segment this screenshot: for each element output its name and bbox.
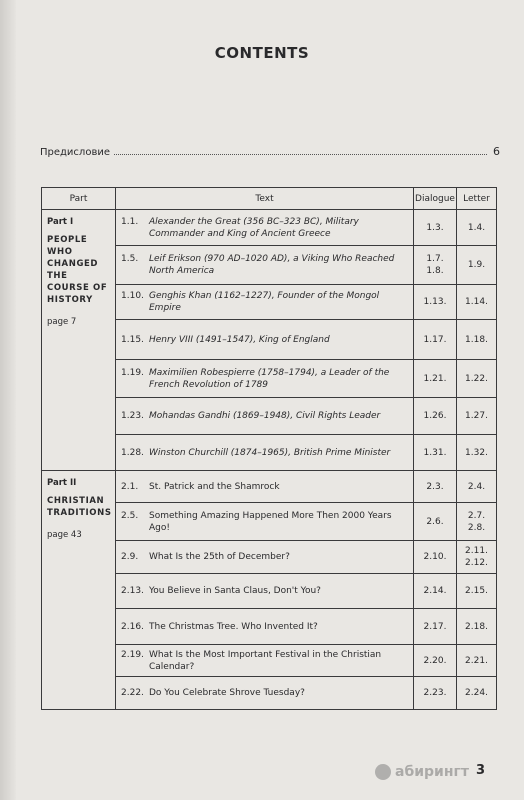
entry-dialogue-cell: 1.17. xyxy=(414,320,457,360)
watermark-logo xyxy=(375,764,469,780)
entry-letter-cell: 2.15. xyxy=(457,574,497,609)
entry-number: 2.19. xyxy=(121,649,144,660)
entry-title: What Is the Most Important Festival in the Christian Calendar? xyxy=(149,649,382,672)
part-cell xyxy=(42,210,116,471)
entry-number: 2.5. xyxy=(121,510,139,521)
entry-title: Leif Erikson (970 AD–1020 AD), a Viking Who Reached North America xyxy=(149,254,395,276)
part-name: Part I xyxy=(47,217,74,227)
part-heading: PEOPLE WHO CHANGED THE COURSE OF HISTORY xyxy=(47,235,108,305)
entry-title: Mohandas Gandhi (1869–1948), Civil Rights Leader xyxy=(149,411,381,421)
entry-dialogue-cell: 1.7. 1.8. xyxy=(414,246,457,285)
entry-title: What Is the 25th of December? xyxy=(149,552,290,562)
table-row[interactable] xyxy=(42,471,497,503)
contents-table xyxy=(41,187,497,710)
entry-letter-cell: 1.4. xyxy=(457,210,497,246)
entry-dialogue-cell: 2.20. xyxy=(414,645,457,677)
entry-text-cell xyxy=(116,503,414,541)
entry-dialogue-cell: 1.21. xyxy=(414,360,457,398)
entry-number: 1.10. xyxy=(121,291,144,301)
entry-text-cell xyxy=(116,541,414,574)
entry-dialogue-cell: 2.3. xyxy=(414,471,457,503)
preface-page: 6 xyxy=(493,145,500,158)
entry-letter-cell: 2.11. 2.12. xyxy=(457,541,497,574)
preface-entry[interactable] xyxy=(40,145,500,158)
entry-number: 2.1. xyxy=(121,481,139,492)
entry-title: Henry VIII (1491–1547), King of England xyxy=(149,334,330,345)
entry-dialogue-cell: 1.26. xyxy=(414,398,457,435)
entry-text-cell xyxy=(116,246,414,285)
part-page: page 7 xyxy=(47,317,77,327)
header-letter: Letter xyxy=(457,188,497,210)
entry-letter-cell: 2.7. 2.8. xyxy=(457,503,497,541)
entry-text-cell xyxy=(116,210,414,246)
entry-number: 1.1. xyxy=(121,216,139,227)
entry-letter-cell: 1.14. xyxy=(457,285,497,320)
entry-text-cell xyxy=(116,435,414,471)
page-edge xyxy=(0,0,16,800)
entry-text-cell xyxy=(116,398,414,435)
entry-dialogue-cell: 1.3. xyxy=(414,210,457,246)
entry-title: Do You Celebrate Shrove Tuesday? xyxy=(149,688,305,698)
page-title: CONTENTS xyxy=(214,44,310,62)
entry-title: The Christmas Tree. Who Invented It? xyxy=(149,621,318,632)
entry-number: 1.28. xyxy=(121,447,144,458)
entry-text-cell xyxy=(116,645,414,677)
entry-title: St. Patrick and the Shamrock xyxy=(149,481,280,492)
entry-dialogue-cell: 2.6. xyxy=(414,503,457,541)
entry-number: 2.22. xyxy=(121,688,144,698)
part-name: Part II xyxy=(47,478,77,488)
preface-label: Предисловие xyxy=(40,147,110,158)
part-heading: CHRISTIAN TRADITIONS xyxy=(47,496,112,518)
entry-letter-cell: 2.24. xyxy=(457,677,497,710)
page-number: 3 xyxy=(476,763,486,778)
entry-letter-cell: 2.18. xyxy=(457,609,497,645)
table-row[interactable] xyxy=(42,210,497,246)
entry-dialogue-cell: 2.23. xyxy=(414,677,457,710)
entry-text-cell xyxy=(116,471,414,503)
entry-title: Something Amazing Happened More Then 2000 Years Ago! xyxy=(149,510,392,533)
labirint-logo-icon xyxy=(375,764,391,780)
header-row xyxy=(42,188,497,210)
entry-title: Genghis Khan (1162–1227), Founder of the Mongol Empire xyxy=(149,291,380,313)
entry-number: 1.19. xyxy=(121,367,144,378)
entry-dialogue-cell: 2.10. xyxy=(414,541,457,574)
entry-title: Maximilien Robespierre (1758–1794), a Leader of the French Revolution of 1789 xyxy=(149,367,390,390)
part-cell xyxy=(42,471,116,710)
entry-letter-cell: 1.22. xyxy=(457,360,497,398)
entry-text-cell xyxy=(116,677,414,710)
entry-number: 2.9. xyxy=(121,552,139,562)
entry-number: 1.15. xyxy=(121,334,144,345)
entry-letter-cell: 1.18. xyxy=(457,320,497,360)
entry-number: 2.13. xyxy=(121,586,144,596)
entry-letter-cell: 1.9. xyxy=(457,246,497,285)
entry-dialogue-cell: 1.13. xyxy=(414,285,457,320)
entry-letter-cell: 1.32. xyxy=(457,435,497,471)
entry-dialogue-cell: 1.31. xyxy=(414,435,457,471)
entry-text-cell xyxy=(116,285,414,320)
entry-text-cell xyxy=(116,609,414,645)
entry-letter-cell: 1.27. xyxy=(457,398,497,435)
header-dialogue: Dialogue xyxy=(414,188,457,210)
entry-letter-cell: 2.4. xyxy=(457,471,497,503)
entry-title: Alexander the Great (356 BC–323 BC), Military Commander and King of Ancient Greece xyxy=(149,216,359,239)
entry-text-cell xyxy=(116,360,414,398)
entry-letter-cell: 2.21. xyxy=(457,645,497,677)
entry-number: 1.5. xyxy=(121,254,139,264)
entry-title: You Believe in Santa Claus, Don't You? xyxy=(149,586,321,596)
dot-leader xyxy=(114,154,487,155)
entry-title: Winston Churchill (1874–1965), British Prime Minister xyxy=(149,447,391,458)
watermark-text: абирингт xyxy=(395,764,469,780)
entry-number: 2.16. xyxy=(121,621,144,632)
entry-dialogue-cell: 2.14. xyxy=(414,574,457,609)
entry-number: 1.23. xyxy=(121,411,144,421)
entry-text-cell xyxy=(116,574,414,609)
entry-text-cell xyxy=(116,320,414,360)
entry-dialogue-cell: 2.17. xyxy=(414,609,457,645)
part-page: page 43 xyxy=(47,530,82,540)
header-part: Part xyxy=(42,188,116,210)
header-text: Text xyxy=(116,188,414,210)
